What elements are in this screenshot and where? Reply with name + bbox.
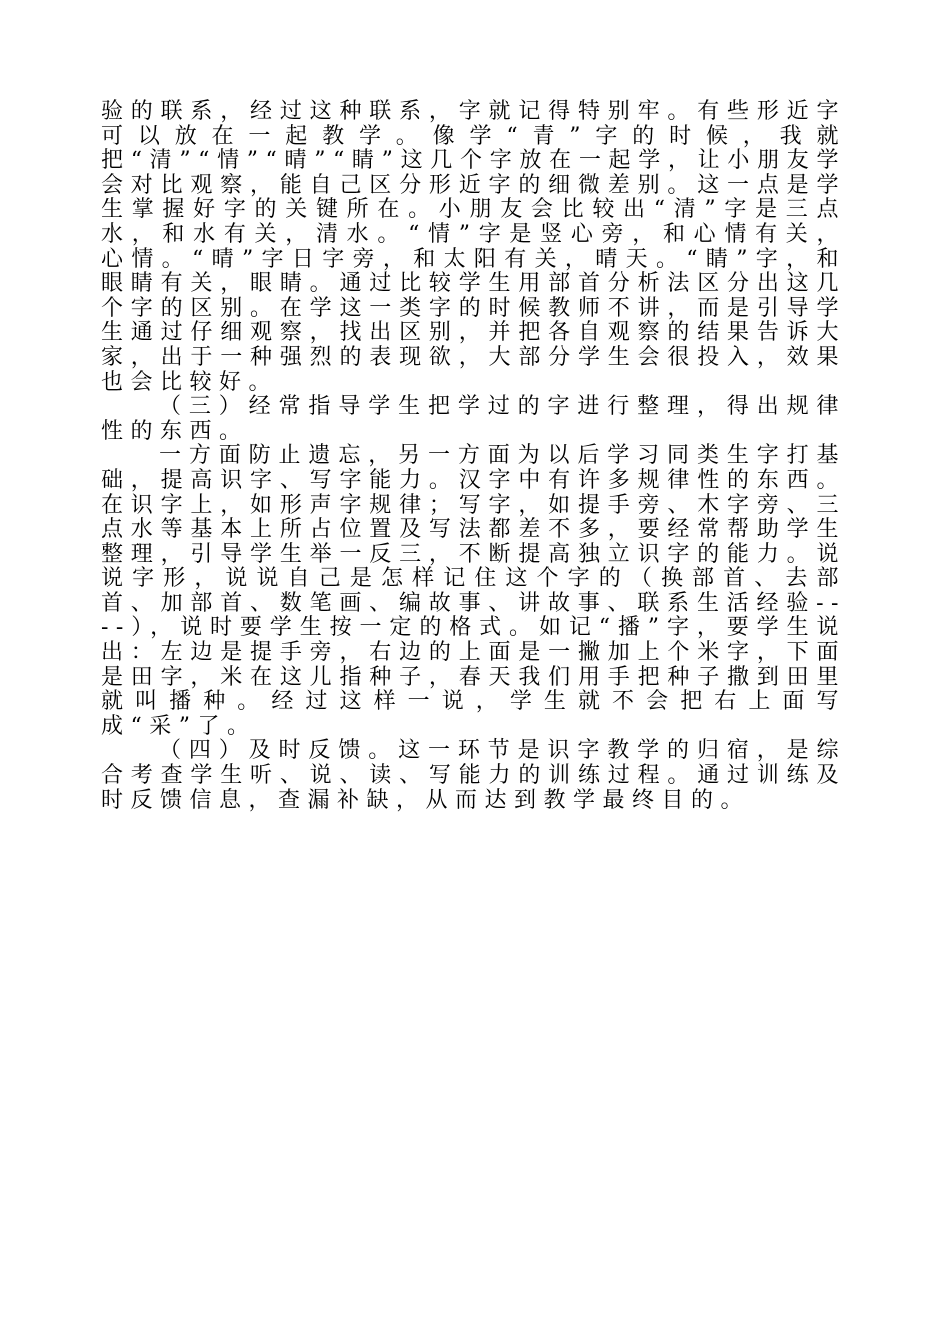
paragraph-3: 一方面防止遗忘，另一方面为以后学习同类生字打基础，提高识字、写字能力。汉字中有许多规律性的东西。在识字上，如形声字规律；写字，如提手旁、木字旁、三点水等基本上所占位置及写法都差不多，要经常帮助学生整理，引导学生举一反三，不断提高独立识字的能力。说说字形，说说自己是怎样记住这个字的（换部首、去部首、加部首、数笔画、编故事、讲故事、联系生活经验----），说时要学生按一定的格式。如记“播”字，要学生说出：左边是提手旁，右边的上面是一撇加上个米字，下面是田字，米在这儿指种子，春天我们用手把种子撒到田里就叫播种。经过这样一说，学生就不会把右上面写成“采”了。 xyxy=(101,443,846,739)
paragraph-4: （四）及时反馈。这一环节是识字教学的归宿，是综合考查学生听、说、读、写能力的训练过程。通过训练及时反馈信息，查漏补缺，从而达到教学最终目的。 xyxy=(101,738,846,813)
paragraph-2-heading: （三）经常指导学生把学过的字进行整理，得出规律性的东西。 xyxy=(101,394,846,444)
document-body xyxy=(101,100,846,813)
paragraph-1: 验的联系，经过这种联系，字就记得特别牢。有些形近字可以放在一起教学。像学“青”字的时候，我就把“清”“情”“晴”“睛”这几个字放在一起学，让小朋友学会对比观察，能自己区分形近字的细微差别。这一点是学生掌握好字的关键所在。小朋友会比较出“清”字是三点水，和水有关，清水。“情”字是竖心旁，和心情有关，心情。“晴”字日字旁，和太阳有关，晴天。“睛”字，和眼睛有关，眼睛。通过比较学生用部首分析法区分出这几个字的区别。在学这一类字的时候教师不讲，而是引导学生通过仔细观察，找出区别，并把各自观察的结果告诉大家，出于一种强烈的表现欲，大部分学生会很投入，效果也会比较好。 xyxy=(101,99,846,395)
